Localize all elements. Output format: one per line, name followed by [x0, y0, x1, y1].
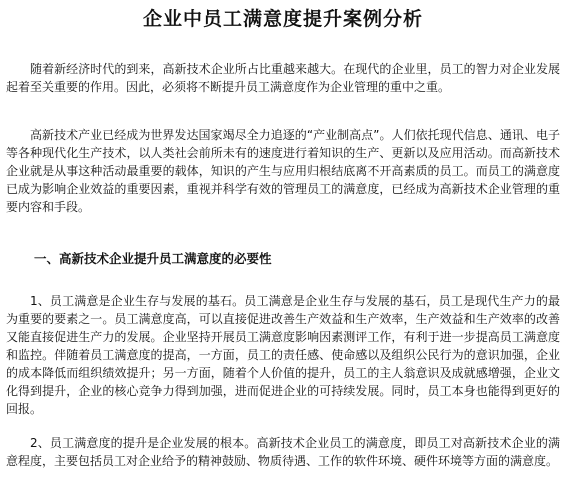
- section-heading-1: 一、高新技术企业提升员工满意度的必要性: [34, 251, 272, 266]
- list-item-paragraph-1: 1、员工满意是企业生存与发展的基石。员工满意是企业生存与发展的基石，员工是现代生产力的最为重要的要素之一。员工满意度高，可以直接促进改善生产效益和生产效率，生产效益和生产效率的改善又能直接促进生产力的发展。企业坚持开展员工满意度影响因素测评工作，有利于进一步提高员工满意度和监控。伴随着员工满意度的提高，一方面，员工的责任感、使命感以及组织公民行为的意识加强，企业的成本降低而组织绩效提升；另一方面，随着个人价值的提升，员工的主人翁意识及成就感增强，企业文化得到提升，企业的核心竞争力得到加强，进而促进企业的可持续发展。同时，员工本身也能得到更好的回报。: [6, 294, 560, 416]
- list-item-paragraph-2: 2、员工满意度的提升是企业发展的根本。高新技术企业员工的满意度，即员工对高新技术企业的满意程度，主要包括员工对企业给予的精神鼓励、物质待遇、工作的软件环境、硬件环境等方面的满意度。: [6, 436, 560, 468]
- intro-paragraph-2: 高新技术产业已经成为世界发达国家竭尽全力追逐的“产业制高点”。人们依托现代信息、通讯、电子等各种现代化生产技术，以人类社会前所未有的速度进行着知识的生产、更新以及应用活动。而高新技术企业就是从事这种活动最重要的载体，知识的产生与应用归根结底离不开高素质的员工。而员工的满意度已成为影响企业效益的重要因素，重视并科学有效的管理员工的满意度，已经成为高新技术企业管理的重要内容和手段。: [6, 128, 561, 214]
- document-title: 企业中员工满意度提升案例分析: [142, 8, 423, 30]
- intro-paragraph-1: 随着新经济时代的到来，高新技术企业所占比重越来越大。在现代的企业里，员工的智力对企业发展起着至关重要的作用。因此，必须将不断提升员工满意度作为企业管理的重中之重。: [6, 62, 560, 94]
